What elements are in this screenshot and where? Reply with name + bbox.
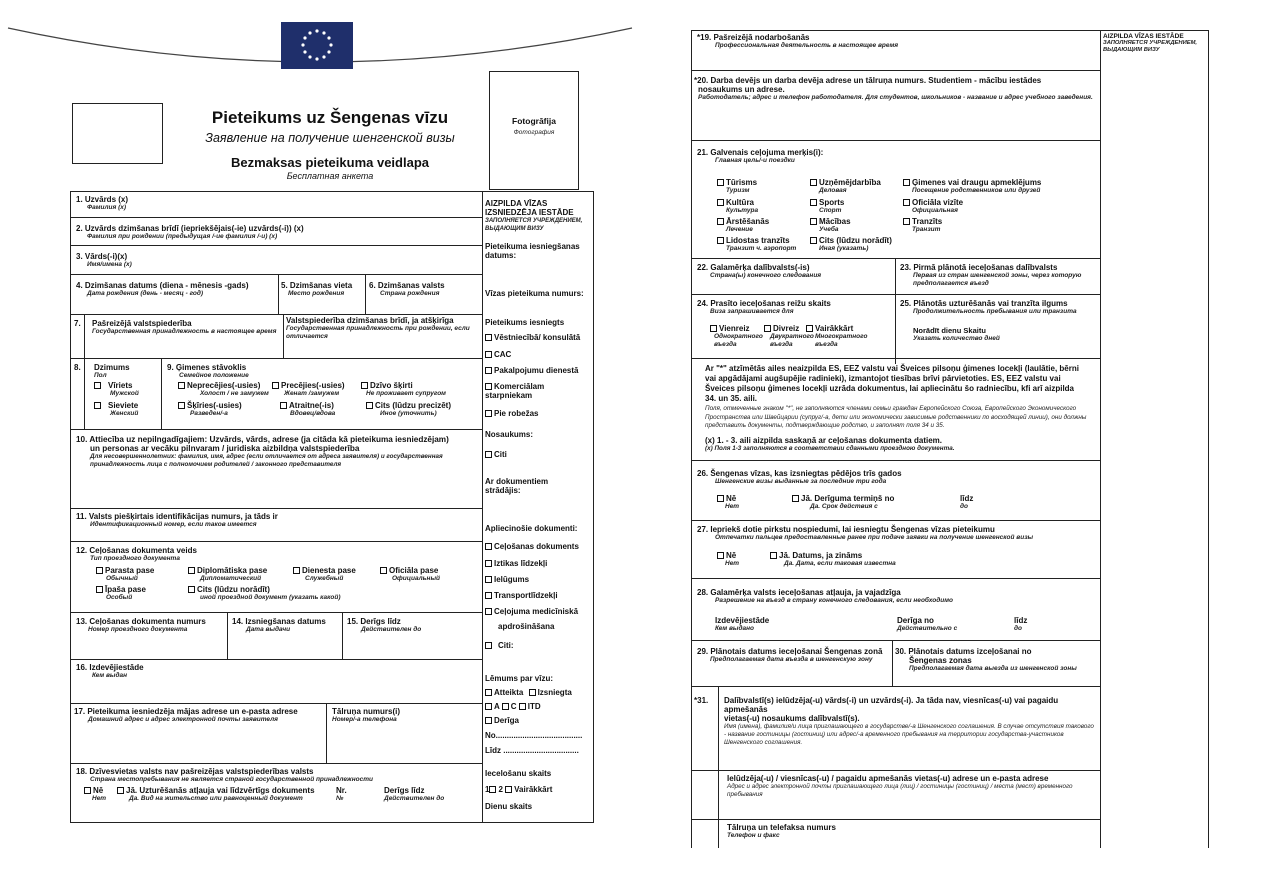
supporting-docs: Apliecinošie dokumenti: [485,524,578,533]
entries-label: Iecelošanu skaits [485,769,552,778]
entries-double[interactable]: Divreiz Двукратного въезда [764,324,818,349]
fingerprints-no[interactable]: Nē Нет [717,551,739,568]
field-11[interactable]: 11. Valsts piešķirtais identifikācijas numurs, ja tāds ir Идентификационный номер, если таков имеется [76,512,278,528]
lodged-cac[interactable]: CAC [485,350,511,359]
entries-single[interactable]: Vienreiz Однократного въезда [710,324,769,349]
permit-issuer[interactable]: Izdevējiestāde Кем выдано [715,616,770,632]
field-7[interactable]: Pašreizējā valstspiederība Государственная принадлежность в настоящее время [92,319,277,335]
form-subtitle: Bezmaksas pieteikuma veidlapa [231,155,429,170]
sup-means[interactable]: Iztikas līdzekļi [485,559,547,568]
field-25[interactable]: 25. Plānotās uzturēšanās vai tranzīta ilgums Продолжительность пребывания или транзита [900,299,1077,315]
valid-from[interactable]: No....................................... [485,731,583,740]
doc-ordinary[interactable]: Parasta pase Обычный [96,566,154,583]
field-22[interactable]: 22. Galamērķa dalībvalsts(-is) Страна(ы) конечного следования [697,263,822,279]
field-7-num: 7. [74,319,81,328]
field-3[interactable]: 3. Vārds(-i)(x) Имя/имена (x) [76,252,132,268]
app-date: Pieteikuma iesniegšanas datums: [485,242,580,260]
field-9[interactable]: 9. Ģimenes stāvoklis Семейное положение [167,363,249,379]
purpose-transit[interactable]: Tranzīts Транзит [903,217,942,234]
permit-until[interactable]: līdz до [1014,616,1028,632]
entries-options[interactable]: 1 2 Vairākkārt [485,785,553,794]
field-24[interactable]: 24. Prasīto ieceļošanas reižu skaits Виза запрашивается для [697,299,831,315]
purpose-tourism[interactable]: Tūrisms Туризм [717,178,757,195]
sup-invitation[interactable]: Ielūgums [485,575,529,584]
marital-divorced[interactable]: Šķīries(-usies) Разведен/-а [178,401,242,418]
field-1[interactable]: 1. Uzvārds (x) Фамилия (x) [76,195,129,211]
purpose-other[interactable]: Cits (lūdzu norādīt) Иная (указать) [810,236,892,253]
field-20[interactable]: *20. Darba devējs un darba devēja adrese un tālruņa numurs. Studentiem - mācību iestādes nosaukums un adrese. Работодатель; адрес и телефон работодателя. Для студентов, школьников - название и адрес учебного заведения. [694,76,1093,101]
authority-header: AIZPILDA VĪZAS IZSNIEDZĒJA IESTĀDE ЗАПОЛНЯЕТСЯ УЧРЕЖДЕНИЕМ, ВЫДАЮЩИМ ВИЗУ [485,199,583,232]
sex-female[interactable]: Sieviete Женский [94,401,138,418]
field-5[interactable]: 5. Dzimšanas vieta Место рождения [281,281,353,297]
doc-other[interactable]: Cits (lūdzu norādīt) иной проездной документ (указать какой) [188,585,341,602]
residence-yes[interactable]: Jā. Uzturēšanās atļauja vai līdzvērtīgs dokuments Да. Вид на жительство или равноценный документ [117,786,315,803]
residence-nr[interactable]: Nr. № [336,786,347,802]
lodged-border[interactable]: Pie robežas [485,409,538,418]
permit-valid-from[interactable]: Derīga no Действительно с [897,616,958,632]
field-14[interactable]: 14. Izsniegšanas datums Дата выдачи [232,617,326,633]
purpose-business[interactable]: Uzņēmējdarbība Деловая [810,178,881,195]
purpose-culture[interactable]: Kultūra Культура [717,198,758,215]
form-title: Pieteikums uz Šengenas vīzu [211,108,449,127]
field-15[interactable]: 15. Derīgs līdz Действителен до [347,617,422,633]
days-label: Dienu skaits [485,802,533,811]
residence-valid[interactable]: Derīgs līdz Действителен до [384,786,445,802]
handled-by: Ar dokumentiem strādājis: [485,477,549,495]
note-text: Ar "*" atzīmētās ailes neaizpilda ES, EEZ valstu vai Šveices pilsoņu ģimenes locekļi (laulātie, bērni vai apgādājami augšupējie radinieki), izmantojot tiesības brīvi pārvietoties. ES, EEZ valstu vai Šveices pilsoņu ģimenes locekļi uzrāda dokumentus, lai apliecinātu šo radniecību, kfi arī aizpilda 34. un 35. aili. [705,364,1079,403]
field-17[interactable]: 17. Pieteikuma iesniedzēja mājas adrese un e-pasta adrese Домашний адрес и адрес электронной почты заявителя [74,707,298,723]
field-16[interactable]: 16. Izdevējiestāde Кем выдан [76,663,144,679]
note-x: (x) 1. - 3. aili aizpilda saskaņā ar ceļošanas dokumenta datiem. (x) Поля 1-3 заполняются в соответствии сданными проездною документа. [705,436,955,452]
field-2[interactable]: 2. Uzvārds dzimšanas brīdī (iepriekšējais(-ie) uzvārds(-i)) (x) Фамилия при рождении (предыдущая /-ие фамилия /-и) (x) [76,224,304,240]
prev-visa-yes[interactable]: Jā. Derīguma termiņš no Да. Срок действия с [792,494,894,511]
decision-valid[interactable]: Derīga [485,716,519,725]
purpose-sports[interactable]: Sports Спорт [810,198,844,215]
authority-header-right: AIZPILDA VĪZAS IESTĀDE ЗАПОЛНЯЕТСЯ УЧРЕЖДЕНИЕМ, ВЫДАЮЩИМ ВИЗУ [1103,33,1198,53]
prev-visa-no[interactable]: Nē Нет [717,494,739,511]
field-28[interactable]: 28. Galamērķa valsts ieceļošanas atļauja, ja vajadzīga Разрешение на въезд в страну конечного следования, если необходимо [697,588,953,604]
marital-other[interactable]: Cits (lūdzu precizēt) Иное (уточнить) [366,401,451,418]
purpose-airport-transit[interactable]: Lidostas tranzīts Транзит ч. аэропорт [717,236,796,253]
entries-multiple[interactable]: Vairākkārt Многократного въезда [806,324,865,349]
decision-label: Lēmums par vīzu: [485,674,554,683]
marital-separated[interactable]: Dzīvo šķirti Не проживает супругом [361,381,446,398]
app-lodged: Pieteikums iesniegts [485,318,565,327]
decision-row1[interactable]: Atteikta Izsniegta [485,688,572,697]
decision-row2[interactable]: A C ITD [485,702,541,711]
field-19[interactable]: *19. Pašreizējā nodarbošanās Профессиональная деятельность в настоящее время [697,33,899,49]
lodged-other[interactable]: Citi [485,450,507,459]
field-23[interactable]: 23. Pirmā plānotā ieceļošanas dalībvalsts Первая из стран шенгенской зоны, через которую предполагается въезд [900,263,1082,287]
lodged-embassy[interactable]: Vēstniecībā/ konsulātā [485,333,580,342]
field-29[interactable]: 29. Plānotais datums ieceļošanai Šengenas zonā Предполагаемая дата въезда в шенгенскую зону [697,647,883,663]
valid-until[interactable]: Līdz .................................. [485,746,579,755]
prev-visa-until[interactable]: līdz до [960,494,974,510]
field-27[interactable]: 27. Iepriekš dotie pirkstu nospiedumi, lai iesniegtu Šengenas vīzas pieteikumu Отпечатки пальцев предоставленные ранее при подаче заявки на получение шенгенской визы [697,525,1034,541]
field-30[interactable]: 30. Plānotais datums izceļošanai no Šengenas zonas Предполагаемая дата выезда из шенгенской зоны [895,647,1077,672]
field-31-address[interactable]: Ielūdzēja(-u) / viesnīcas(-u) / pagaidu apmešanās vietas(-u) adrese un e-pasta adrese Адрес и адрес электронной почты приглашающего лица (лиц) / гостиницы (гостиниц) / места (мест) временного пребывания [727,774,1073,798]
doc-service[interactable]: Dienesta pase Служебный [293,566,356,583]
field-10[interactable]: 10. Attiecība uz nepilngadīgajiem: Uzvārds, vārds, adrese (ja citāda kā pieteikuma iesniedzējam) un personas ar vecāku pilnvaram / juridiska aizbildņa valstspiederība Для несовершеннолетних: фамилия, имя, адрес (если отличается от адреса заявителя) и государственная принадлежность лица с полномочием родителей / законного представителя [76,435,449,468]
residence-no[interactable]: Nē Нет [84,786,106,803]
field-17b[interactable]: Tālruņa numurs(i) Номер/-а телефона [332,707,401,723]
fingerprints-yes[interactable]: Jā. Datums, ja zināms Да. Дата, если таковая известна [770,551,896,568]
sex-male[interactable]: Vīriets Мужской [94,381,139,398]
field-12[interactable]: 12. Ceļošanas dokumenta veids Тип проездного документа [76,546,197,562]
doc-diplomatic[interactable]: Diplomātiska pase Дипломатический [188,566,267,583]
field-7b[interactable]: Valstspiederība dzimšanas brīdī, ja atšķirīga Государственная принадлежность при рождении, если отличается [286,316,470,340]
lodged-commercial[interactable]: Komerciālam starpniekam [485,382,545,400]
marital-widowed[interactable]: Atraitne(-is) Вдовец/вдова [280,401,335,418]
field-25-days[interactable]: Norādīt dienu Skaitu Указать количество дней [913,326,1000,342]
field-21[interactable]: 21. Galvenais ceļojuma merķis(i): Главная цель/-и поездки [697,148,824,164]
sup-other[interactable]: Citi: [485,641,514,650]
form-subtitle-ru: Бесплатная анкета [286,171,374,181]
field-8[interactable]: Dzimums Пол [94,363,130,379]
purpose-official[interactable]: Oficiāla vizīte Официальная [903,198,963,215]
lodged-service[interactable]: Pakalpojumu dienestā [485,366,578,375]
form-title-ru: Заявление на получение шенгенской визы [205,131,455,145]
field-31-num: *31. [694,696,709,705]
photo-box: Fotogrāfija Фотография [489,71,579,190]
doc-official[interactable]: Oficiāla pase Официальный [380,566,440,583]
field-4[interactable]: 4. Dzimšanas datums (diena - mēnesis -gads) Дата рождения (день - месяц - год) [76,281,249,297]
field-26[interactable]: 26. Šengenas vīzas, kas izsniegtas pēdējos trīs gados Шенгенские визы выданные за последние три года [697,469,902,485]
note-text-ru: Поля, отмеченные знаком "*", не заполняются членами семьи граждан Европейского Союза, Европейского Экономического Пространства или Швейцарии (супруг/-а, дети или экономически зависимые родственники по восходящей линии), они должны представить документы, подтверждающие родство, и заполнят поля 34 и 35. [705,405,1087,429]
sup-travel-doc[interactable]: Ceļošanas dokuments [485,542,579,551]
sup-transport[interactable]: Transportlīdzekļi [485,591,558,600]
app-number: Vīzas pieteikuma numurs: [485,289,584,298]
field-8-num: 8. [74,363,81,372]
sup-insurance[interactable]: Ceļojuma medicīniskā apdrošināšana [485,607,578,631]
marital-married[interactable]: Precējies(-usies) Женат /замужем [272,381,345,398]
name-label: Nosaukums: [485,430,534,439]
purpose-family[interactable]: Ģimenes vai draugu apmeklējums Посещение родственников или друзей [903,178,1041,195]
field-31-phone[interactable]: Tālruņa un telefaksa numurs Телефон и факс [727,823,836,839]
field-18[interactable]: 18. Dzīvesvietas valsts nav pašreizējas valstspiederības valsts Страна местопребывания не является страной государственной принадлежности [76,767,373,783]
doc-special[interactable]: Īpaša pase Особый [96,585,146,602]
purpose-study[interactable]: Mācības Учеба [810,217,851,234]
purpose-medical[interactable]: Ārstēšanās Лечение [717,217,769,234]
field-13[interactable]: 13. Ceļošanas dokumenta numurs Номер проездного документа [76,617,206,633]
marital-single[interactable]: Neprecējies(-usies) Холост / не замужем [178,381,269,398]
field-6[interactable]: 6. Dzimšanas valsts Страна рождения [369,281,445,297]
field-31[interactable]: Dalībvalstī(s) ielūdzēja(-u) vārds(-i) un uzvārds(-i). Ja tāda nav, viesnīcas(-u) vai pagaidu apmešanās vietas(-u) nosaukums dalībvalstī(s). Имя (имена), фамилия/и лица приглашающего в государстве/-а Шенгенского соглашения. В случае отсутствия такового - название гостиницы (гостиниц) или адрес/-а временного пребывания на территории государства-участников Шенгенского соглашения. [724,696,1094,746]
